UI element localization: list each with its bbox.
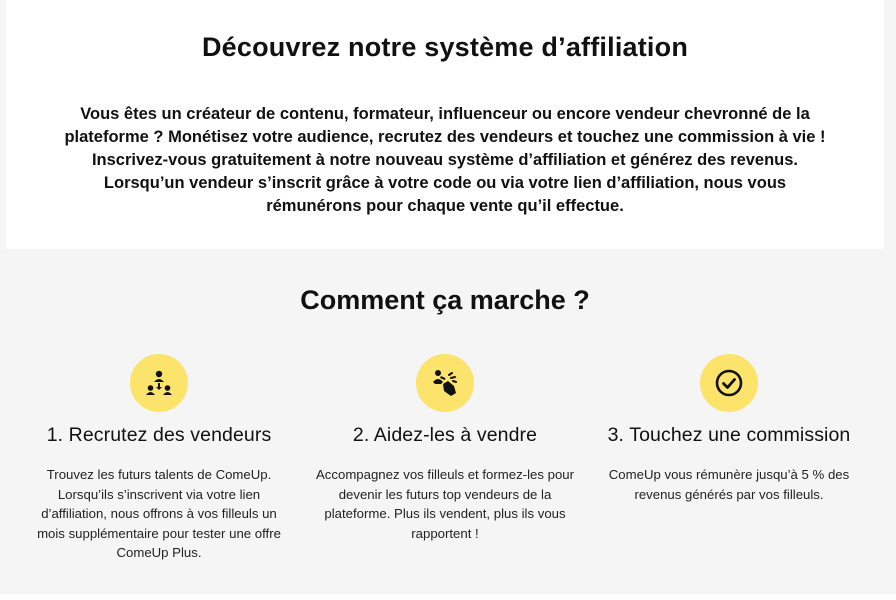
step-title: 2. Aidez-les à vendre [352, 424, 538, 446]
people-network-icon [144, 368, 174, 398]
helping-hand-icon [429, 367, 461, 399]
how-it-works-section [6, 249, 884, 594]
intro-text: Vous êtes un créateur de contenu, formateur, influenceur ou encore vendeur chevronné de la plateforme ? Monétisez votre audience, recrutez des vendeurs et touchez une commission à vie ! Inscrivez-vous gratuitement à notre nouveau système d’affiliation et générez des revenus. Lorsqu’un vendeur s’inscrit grâce à votre code ou via votre lien d’affiliation, nous vous rémunérons pour chaque vente qu’il effectue. [64, 105, 826, 215]
intro-title: Découvrez notre système d’affiliation [201, 32, 689, 62]
step-title: 1. Recrutez des vendeurs [46, 424, 272, 446]
step-text: ComeUp vous rémunère jusqu’à 5 % des revenus générés par vos filleuls. [608, 467, 850, 502]
step-icon-circle [416, 354, 474, 412]
how-title: Comment ça marche ? [300, 285, 590, 315]
step-text: Accompagnez vos filleuls et formez-les pour devenir les futurs top vendeurs de la plateforme. Plus ils vendent, plus ils vous rapportent ! [316, 467, 574, 541]
check-circle-icon [714, 368, 744, 398]
step-icon-circle [130, 354, 188, 412]
step-text: Trouvez les futurs talents de ComeUp. Lorsqu’ils s’inscrivent via votre lien d’affiliation, nous offrons à vos filleuls un mois supplémentaire pour tester une offre ComeUp Plus. [37, 467, 281, 560]
section-divider [0, 594, 896, 600]
step-commission [584, 354, 874, 504]
step-recruit [14, 354, 304, 563]
step-help [300, 354, 590, 543]
step-icon-circle [700, 354, 758, 412]
affiliation-intro-section [6, 0, 884, 249]
step-title: 3. Touchez une commission [607, 424, 851, 446]
